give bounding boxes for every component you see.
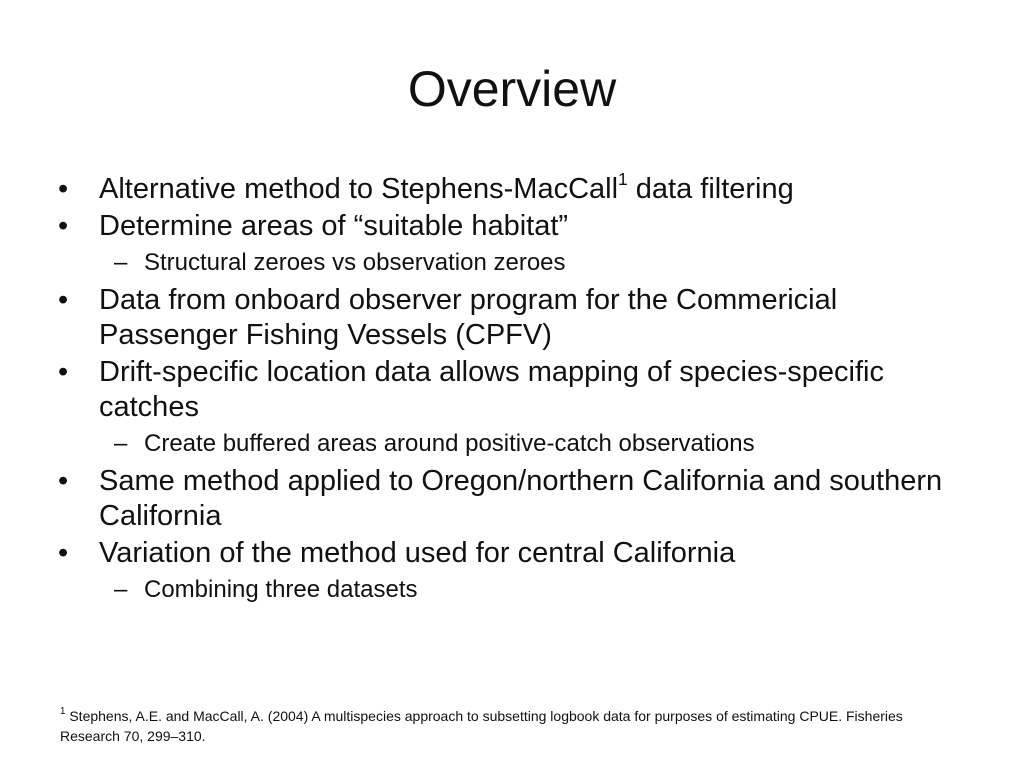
- bullet-marker: •: [58, 284, 69, 316]
- bullet-item: [58, 283, 978, 353]
- footnote-reference: 1: [618, 168, 628, 189]
- footnote-marker: 1: [60, 705, 66, 717]
- bullet-item: [58, 209, 978, 244]
- bullet-text: Determine areas of “suitable habitat”: [99, 210, 569, 242]
- bullet-text: Data from onboard observer program for the Commericial Passenger Fishing Vessels (CPFV): [99, 284, 838, 351]
- bullet-marker: •: [58, 210, 69, 242]
- bullet-item: [58, 464, 978, 534]
- sub-bullet-text: Create buffered areas around positive-catch observations: [144, 430, 755, 457]
- slide-title: Overview: [407, 61, 617, 117]
- bullet-marker: •: [58, 356, 69, 388]
- bullet-marker: •: [58, 173, 69, 205]
- bullet-text: Same method applied to Oregon/northern California and southern California: [99, 465, 943, 532]
- sub-bullet-text: Structural zeroes vs observation zeroes: [144, 249, 566, 276]
- sub-bullet-text: Combining three datasets: [144, 576, 418, 603]
- bullet-item: [58, 168, 978, 207]
- bullet-marker: •: [58, 465, 69, 497]
- sub-bullet-item: [58, 575, 978, 604]
- sub-bullet-item: [58, 248, 978, 277]
- bullet-list: [58, 168, 978, 610]
- bullet-text: Drift-specific location data allows mapping of species-specific catches: [99, 356, 884, 423]
- bullet-text: data filtering: [627, 173, 794, 205]
- footnote-text: Stephens, A.E. and MacCall, A. (2004) A multispecies approach to subsetting logbook data for purposes of estimating CPUE. Fisheries Research 70, 299–310.: [60, 708, 903, 744]
- sub-bullet-marker: –: [114, 430, 128, 457]
- bullet-marker: •: [58, 537, 69, 569]
- bullet-text: Alternative method to Stephens-MacCall: [99, 173, 619, 205]
- bullet-item: [58, 536, 978, 571]
- bullet-item: [58, 355, 978, 425]
- sub-bullet-marker: –: [114, 576, 128, 603]
- bullet-text: Variation of the method used for central California: [99, 537, 736, 569]
- sub-bullet-item: [58, 429, 978, 458]
- sub-bullet-marker: –: [114, 249, 128, 276]
- footnote: [60, 706, 960, 746]
